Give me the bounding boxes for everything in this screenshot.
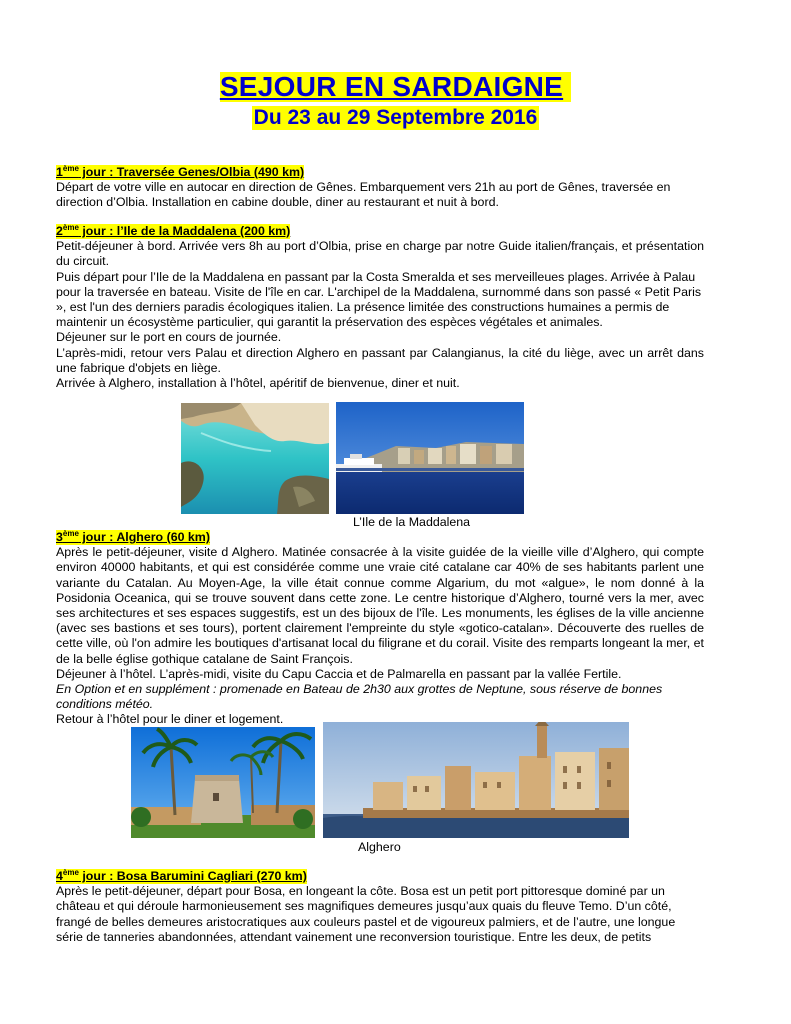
day3-heading: 3ème jour : Alghero (60 km): [56, 528, 210, 544]
day2-para-2: Puis départ pour l’Ile de la Maddalena en passant par la Costa Smeralda et ses merveilleues plages. Arrivée à Palau pour la traversée en bateau. Visite de l'île en car. L'archipel de la Maddalena, surnommé dans son passé « Petit Paris », est l'un des derniers paradis écologiques italien. La présence limitée des constructions humaines a permis de maintenir un écosystème particulier, qui garantit la préservation des espèces végétales et animales.: [56, 269, 702, 330]
day3-section: [56, 530, 704, 728]
day2-para-1: Petit-déjeuner à bord. Arrivée vers 8h au port d’Olbia, prise en charge par notre Guide italien/français, et présentation du circuit.: [56, 239, 704, 269]
day2-para-4: L’après-midi, retour vers Palau et direction Alghero en passant par Calangianus, la cité du liège, avec un arrêt dans une fabrique d'objets en liège.: [56, 345, 704, 375]
day3-para-4: Retour à l’hôtel pour le diner et logement.: [56, 712, 284, 727]
day2-para-5: Arrivée à Alghero, installation à l’hôtel, apéritif de bienvenue, diner et nuit.: [56, 376, 460, 391]
document-subtitle: Du 23 au 29 Septembre 2016: [253, 106, 538, 129]
day2-heading: 2ème jour : l’Ile de la Maddalena (200 km): [56, 222, 291, 238]
day2-section: [56, 224, 704, 391]
alghero-tower-photo: [131, 727, 315, 838]
day3-para-1: Après le petit-déjeuner, visite d Alghero. Matinée consacrée à la visite guidée de la vieille ville d’Alghero, qui compte environ 40000 habitants, et qui est considérée comme une vraie cité catalane car 40% de ses habitants parlent une variante du Catalan. Au Moyen-Age, la ville était connue comme Algarium, du mot «algue», le nom donné à la Posidonia Oceanica, qui se trouve souvent dans cette zone. Le centre historique d’Alghero, tourné vers la mer, avec ses architectures et ses espaces suggestifs, est un des bijoux de l'île. Les monuments, les églises de la ville ancienne (avec ses bastions et ses tours), portent clairement l'empreinte du style «gotico-catalan». Découverte des ruelles de cette ville, où l'on admire les boutiques d'artisanat local du filigrane et du corail. Visite des remparts longeant la mer, et de la belle église gothique catalane de Saint François.: [56, 545, 704, 666]
day1-heading: 1ème jour : Traversée Genes/Olbia (490 km): [56, 163, 305, 179]
document-title: SEJOUR EN SARDAIGNE: [220, 72, 571, 102]
day4-section: [56, 869, 704, 945]
alghero-caption: Alghero: [358, 840, 401, 854]
day4-heading: 4ème jour : Bosa Barumini Cagliari (270 km): [56, 867, 307, 883]
day4-para-1: Après le petit-déjeuner, départ pour Bosa, en longeant la côte. Bosa est un petit port pittoresque dominé par un château et qui déroule harmonieusement ses magnifiques demeures jusqu’aux quais du fleuve Temo. D’un côté, frangé de belles demeures aristocratiques aux couleurs pastel et de vigoureux palmiers, et de l’autre, une longue série de tanneries abandonnées, attendant vainement une reconversion touristique. Entre les deux, de petits: [56, 884, 676, 944]
day3-para-2: Déjeuner à l’hôtel. L’après-midi, visite du Capu Caccia et de Palmarella en passant par la vallée Fertile.: [56, 666, 622, 681]
maddalena-harbor-photo: [336, 402, 524, 514]
day1-text: Départ de votre ville en autocar en direction de Gênes. Embarquement vers 21h au port de Gênes, traversée en direction d’Olbia. Installation en cabine double, diner au restaurant et nuit à bord.: [56, 180, 671, 210]
day2-para-3: Déjeuner sur le port en cours de journée.: [56, 330, 282, 345]
day1-section: [56, 165, 704, 211]
alghero-waterfront-photo: [323, 722, 629, 838]
day3-option-text: En Option et en supplément : promenade en Bateau de 2h30 aux grottes de Neptune, sous réserve de bonnes conditions météo.: [56, 682, 663, 712]
title-block: [0, 72, 791, 130]
maddalena-beach-photo: [181, 403, 329, 514]
maddalena-caption: L’Ile de la Maddalena: [352, 515, 471, 529]
